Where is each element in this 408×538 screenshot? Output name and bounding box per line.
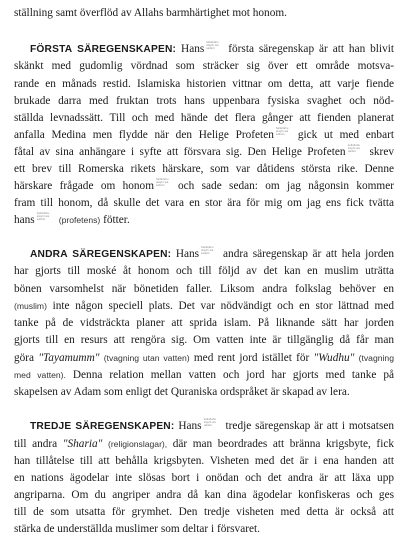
text: Hans — [181, 43, 205, 55]
term: "Sharia" — [62, 438, 103, 450]
gloss: (religionslagar), — [107, 439, 168, 449]
text: där man beordrades att bränna krigsbyte, fick — [172, 438, 394, 450]
paragraph-line: fram till honom, då skulle det vara en stor ära för mig om jag ens fick tvätta — [14, 197, 394, 209]
paragraph-line: stärka de underställda muslimer som deltar i försvaret. — [14, 523, 260, 535]
text: med rent jord istället för — [193, 352, 310, 364]
honorific-mark: Sallallahu alayhi wa sallam — [201, 246, 214, 255]
text: Hans — [175, 248, 200, 260]
paragraph-line: har gjorts till moské åt honom och till följd av det kan en muslim uträtta — [14, 265, 394, 277]
top-text-line: ställning samt överflöd av Allahs barmhärtighet mot honom. — [14, 7, 287, 19]
text: tredje säregenskap är att i motsatsen — [225, 420, 394, 432]
section-2-heading-line — [30, 246, 394, 263]
section-3-heading-line — [30, 418, 394, 435]
text: till andra — [14, 438, 58, 450]
paragraph-line — [14, 298, 394, 315]
paragraph-line — [14, 127, 394, 144]
gloss: med vatten). — [14, 370, 66, 380]
paragraph-line: till de som utsatta för grymhet. Den tredje visheten med detta är också att — [14, 506, 394, 518]
paragraph-line — [14, 367, 394, 384]
text: hans — [14, 214, 35, 226]
paragraph-line: tanke på de vidsträckta planer att sprida islam. På liknande sätt har jorden — [14, 317, 394, 329]
paragraph-line — [14, 436, 394, 453]
text: Denna relation mellan vatten och jord har gjorts med tanke på — [72, 369, 394, 381]
term: "Wudhu" — [313, 352, 355, 364]
honorific-mark: Sallallahu alayhi wa sallam — [36, 212, 50, 221]
paragraph-line — [14, 350, 394, 367]
paragraph-line: skänkt med gudomlig vördnad som sträcker sig över ett område motsva- — [14, 60, 394, 72]
term: "Tayamumm" — [38, 352, 100, 364]
gloss: (muslim) — [14, 301, 47, 311]
text: fåtal av sina anhängare i syfte att försvara sig. Den Helige Profeten — [14, 146, 346, 158]
text: göra — [14, 352, 35, 364]
gloss: (profetens) — [58, 215, 101, 225]
paragraph-line: ställda levnadssätt. Till och med hände det flera gånger att fienden planerat — [14, 112, 394, 124]
text: fötter. — [103, 214, 130, 226]
honorific-mark: Sallallahu alayhi wa sallam — [155, 178, 169, 187]
text: skrev — [369, 146, 394, 158]
paragraph-line: ett brev till Romerska rikets härskare, som var dåtidens största rike. Denne — [14, 163, 394, 175]
honorific-mark: Sallallahu alayhi wa sallam — [206, 41, 219, 50]
paragraph-line: en nations ägodelar inte slösas bort i onödan och det andra är att läxa upp — [14, 472, 394, 484]
paragraph-line: rande en månads restid. Islamiska historien vittnar om detta, att varje fiende — [14, 78, 394, 90]
honorific-mark: Sallallahu alayhi wa sallam — [347, 144, 361, 153]
text: och sade sedan: om jag någonsin kommer — [177, 180, 394, 192]
text: gick ut med enbart — [297, 129, 394, 141]
section-1-heading-line — [30, 41, 394, 58]
text: första säregenskap är att han blivit — [228, 43, 394, 55]
gloss: (tvagning — [358, 353, 394, 363]
paragraph-line: angriparna. Om du angriper andra då kan dina ägodelar konfiskeras och ges — [14, 489, 394, 501]
paragraph-line — [14, 144, 394, 161]
paragraph-line: han tillåtelse till att behålla krigsbyten. Visheten med det är i ena handen att — [14, 455, 394, 467]
text: Hans — [178, 420, 202, 432]
text: inte någon speciell plats. Det var nödvändigt och en stor lättnad med — [52, 300, 394, 312]
section-3-heading: TREDJE SÄREGENSKAPEN: — [30, 421, 175, 432]
paragraph-line: gjorts till en resurs att rengöra sig. Om vatten inte är tillgänglig då får man — [14, 334, 394, 346]
paragraph-line — [14, 178, 394, 195]
section-2-heading: ANDRA SÄREGENSKAPEN: — [30, 249, 172, 260]
honorific-mark: Sallallahu alayhi wa sallam — [275, 127, 289, 136]
text: härskare frågade om honom — [14, 180, 154, 192]
gloss: (tvagning utan vatten) — [103, 353, 190, 363]
paragraph-line: skapelsen av Adam som enligt det Quraniska ordspråket är skapad av lera. — [14, 386, 350, 398]
text: anfalla Medina men flydde när den Helige Profeten — [14, 129, 274, 141]
text: andra säregenskap är att hela jorden — [223, 248, 394, 260]
section-1-heading: FÖRSTA SÄREGENSKAPEN: — [30, 44, 177, 55]
paragraph-line — [14, 212, 394, 229]
paragraph-line: bönen varsomhelst när bönetiden faller. Liksom andra folkslag behöver en — [14, 283, 394, 295]
honorific-mark: Sallallahu alayhi wa sallam — [203, 418, 217, 427]
paragraph-line: brukade darra med fruktan trots hans uppenbara fysiska svaghet och nöd- — [14, 95, 394, 107]
